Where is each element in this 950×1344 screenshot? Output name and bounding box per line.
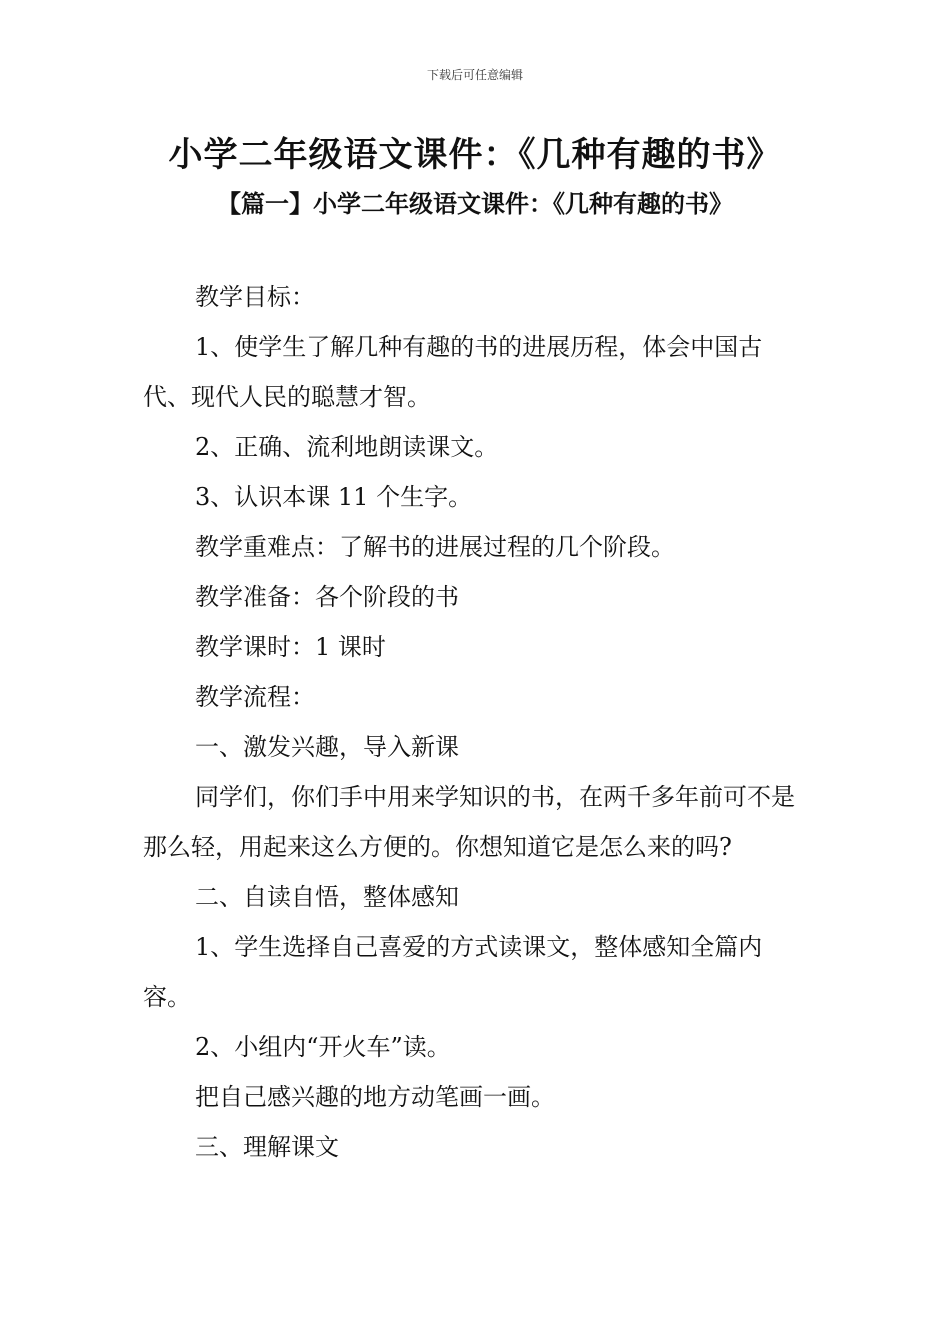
document-title: 小学二年级语文课件：《几种有趣的书》: [168, 135, 782, 175]
paragraph-step-1: 1、学生选择自己喜爱的方式读课文，整体感知全篇内容。: [143, 933, 763, 1011]
paragraph-goal-1: 1、使学生了解几种有趣的书的进展历程，体会中国古代、现代人民的聪慧才智。: [143, 333, 763, 411]
paragraph-step-3: 把自己感兴趣的地方动笔画一画。: [195, 1083, 555, 1111]
paragraph-preparation: 教学准备：各个阶段的书: [195, 583, 459, 611]
paragraph-section-3: 三、理解课文: [195, 1133, 339, 1161]
paragraph-procedure: 教学流程：: [195, 683, 315, 711]
paragraph-section-1: 一、激发兴趣，导入新课: [195, 733, 459, 761]
paragraph-class-hours: 教学课时：1 课时: [195, 633, 386, 661]
paragraph-intro: 同学们，你们手中用来学知识的书，在两千多年前可不是那么轻，用起来这么方便的。你想知道它是怎么来的吗?: [143, 783, 795, 861]
paragraph-goal-2: 2、正确、流利地朗读课文。: [195, 433, 499, 461]
document-body: [143, 272, 808, 1172]
paragraph-goal-3: 3、认识本课 11 个生字。: [195, 483, 473, 511]
paragraph-step-2: 2、小组内“开火车”读。: [195, 1033, 451, 1061]
paragraph-key-points: 教学重难点：了解书的进展过程的几个阶段。: [195, 533, 675, 561]
paragraph-section-2: 二、自读自悟，整体感知: [195, 883, 459, 911]
page-header-note: 下载后可任意编辑: [426, 68, 523, 82]
document-subtitle: 【篇一】小学二年级语文课件：《几种有趣的书》: [217, 189, 733, 218]
paragraph-teaching-goals: 教学目标：: [195, 283, 315, 311]
